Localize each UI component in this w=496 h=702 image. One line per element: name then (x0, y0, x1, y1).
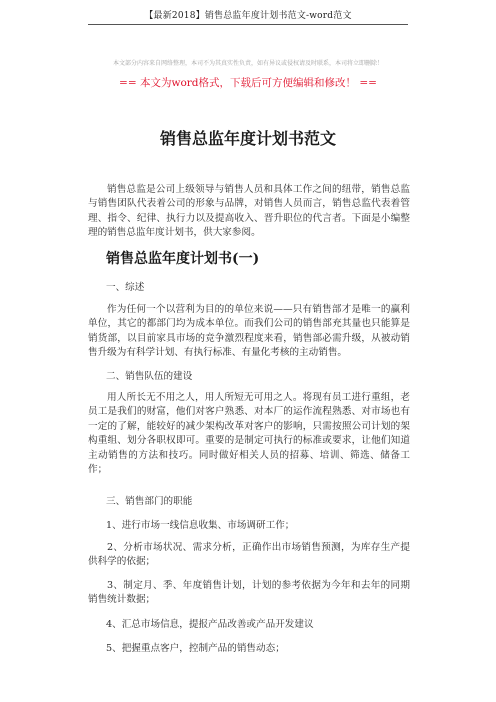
intro-paragraph: 销售总监是公司上级领导与销售人员和具体工作之间的纽带，销售总监与销售团队代表着公司的形象与品牌，对销售人员而言，销售总监代表着管理、指令、纪律、执行力以及提高收入、晋升职位的代言者。下面是小编整理的销售总监年度计划书，供大家参阅。 (88, 184, 410, 239)
word-format-banner: == 本文为word格式，下载后可方便编辑和修改！ == (119, 77, 377, 89)
heading-overview: 一、综述 (106, 282, 145, 293)
overview-paragraph: 作为任何一个以营利为目的的单位来说——只有销售部才是唯一的赢利单位，其它的都部门均为成本单位。而我们公司的销售部充其量也只能算是销货部，以目前家具市场的竞争激烈程度来看，销售部必需升级，从被动销售升级为有科学计划、有执行标准、有量化考核的主动销售。 (88, 304, 410, 359)
header-divider (88, 24, 408, 25)
copyright-notice: 本文部分内容来自网络整理，本司不为其真实性负责，如有异议或侵权请及时联系，本司将立即删除！ (112, 60, 383, 67)
list-item: 2、分析市场状况、需求分析，正确作出市场销售预测，为库存生产提供科学的依据； (88, 542, 410, 568)
team-building-paragraph: 用人所长无不用之人，用人所短无可用之人。将现有员工进行重组，老 员工是我们的财富，他们对客户熟悉、对本厂的运作流程熟悉、对市场也有一定的了解，能较好的减少架构改革对客户的影响，只需按照公司计划的架构重组、划分各职权即可。重要的是制定可执行的标准或要求，让他们知道主动销售的方法和技巧。同时做好相关人员的招募、培训、筛选、储备工作； (88, 392, 410, 476)
page-header: 【最新2018】销售总监年度计划书范文-word范文 (144, 11, 352, 21)
heading-team-building: 二、销售队伍的建设 (106, 371, 193, 382)
list-item: 3、制定月、季、年度销售计划，计划的参考依据为今年和去年的同期销售统计数据； (88, 580, 410, 606)
list-item: 4、汇总市场信息，提报产品改善或产品开发建议 (106, 619, 314, 630)
document-title: 销售总监年度计划书范文 (159, 129, 336, 148)
heading-department-functions: 三、销售部门的职能 (106, 496, 193, 507)
section-title: 销售总监年度计划书(一) (106, 251, 260, 267)
list-item: 1、进行市场一线信息收集、市场调研工作； (106, 520, 295, 531)
list-item: 5、把握重点客户，控制产品的销售动态； (106, 643, 285, 654)
